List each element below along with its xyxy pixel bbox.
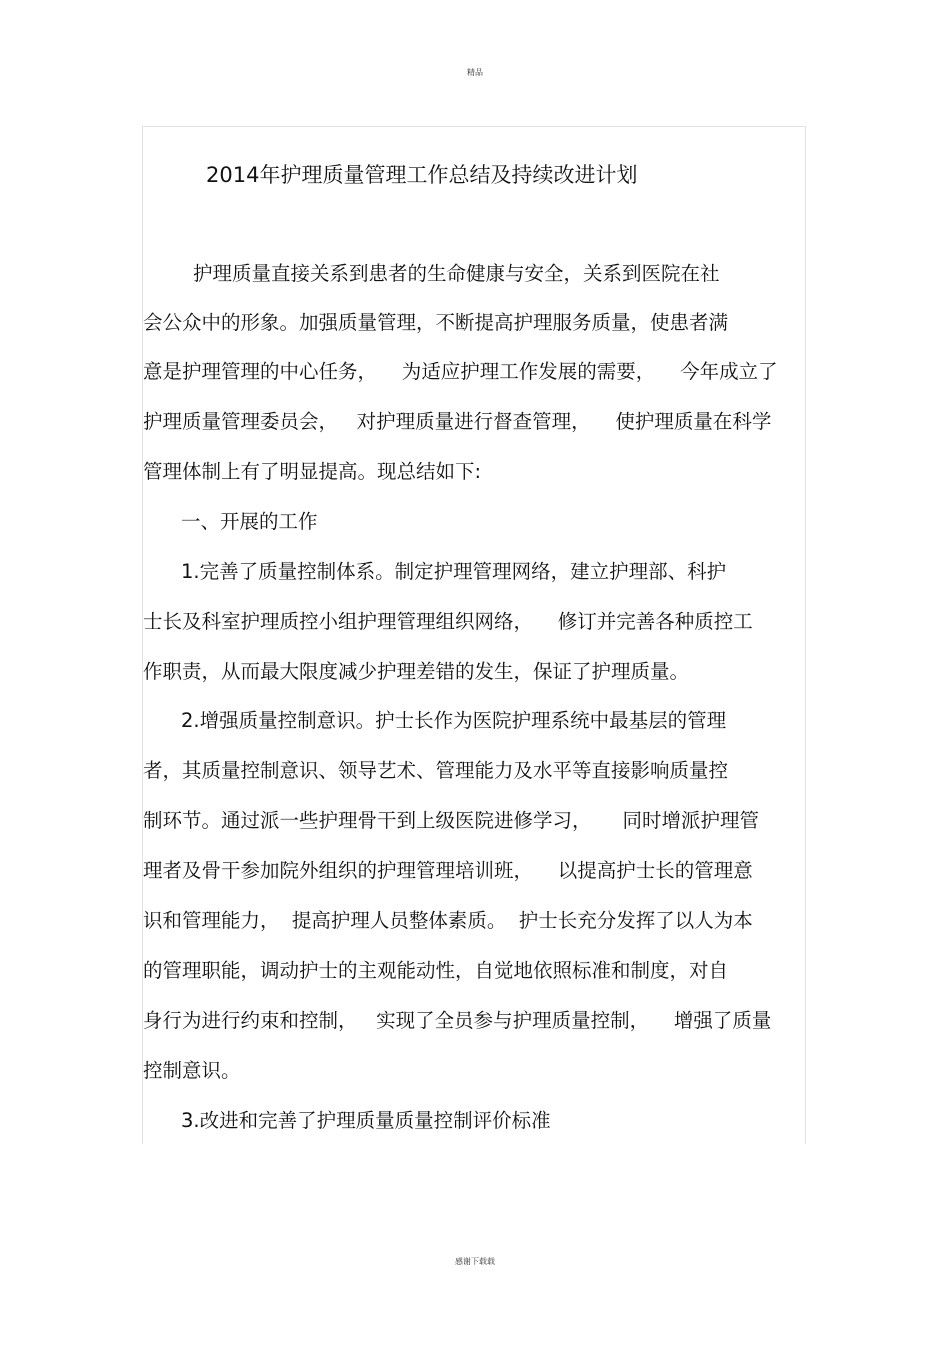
paragraph-line: 制环节。通过派一些护理骨干到上级医院进修学习， 同时增派护理管	[143, 809, 759, 832]
paragraph-line: 3.改进和完善了护理质量质量控制评价标准	[181, 1109, 551, 1132]
paragraph-line: 会公众中的形象。加强质量管理，不断提高护理服务质量，使患者满	[143, 311, 729, 334]
paragraph-line: 护理质量管理委员会， 对护理质量进行督查管理， 使护理质量在科学	[143, 410, 772, 433]
paragraph-line: 士长及科室护理质控小组护理管理组织网络， 修订并完善各种质控工	[143, 610, 753, 633]
paragraph-line: 作职责，从而最大限度减少护理差错的发生，保证了护理质量。	[143, 660, 690, 683]
paragraph-line: 理者及骨干参加院外组织的护理管理培训班， 以提高护士长的管理意	[143, 859, 753, 882]
paragraph-line: 控制意识。	[143, 1059, 241, 1082]
document-title: 2014年护理质量管理工作总结及持续改进计划	[206, 163, 638, 187]
paragraph-line: 者，其质量控制意识、领导艺术、管理能力及水平等直接影响质量控	[143, 759, 729, 782]
paragraph-line: 管理体制上有了明显提高。现总结如下:	[143, 460, 482, 483]
paragraph-line: 意是护理管理的中心任务， 为适应护理工作发展的需要， 今年成立了	[143, 360, 778, 383]
page-header: 精品	[467, 68, 483, 77]
section-heading: 一、开展的工作	[181, 510, 318, 533]
page-footer: 感谢下载载	[455, 1257, 495, 1266]
paragraph-line: 1.完善了质量控制体系。制定护理管理网络，建立护理部、科护	[181, 560, 727, 583]
paragraph-line: 护理质量直接关系到患者的生命健康与安全，关系到医院在社	[193, 262, 720, 285]
paragraph-line: 身行为进行约束和控制， 实现了全员参与护理质量控制， 增强了质量	[143, 1009, 772, 1032]
paragraph-line: 识和管理能力， 提高护理人员整体素质。 护士长充分发挥了以人为本	[143, 909, 753, 932]
paragraph-line: 2.增强质量控制意识。护士长作为医院护理系统中最基层的管理	[181, 709, 727, 732]
paragraph-line: 的管理职能，调动护士的主观能动性，自觉地依照标准和制度，对自	[143, 959, 729, 982]
